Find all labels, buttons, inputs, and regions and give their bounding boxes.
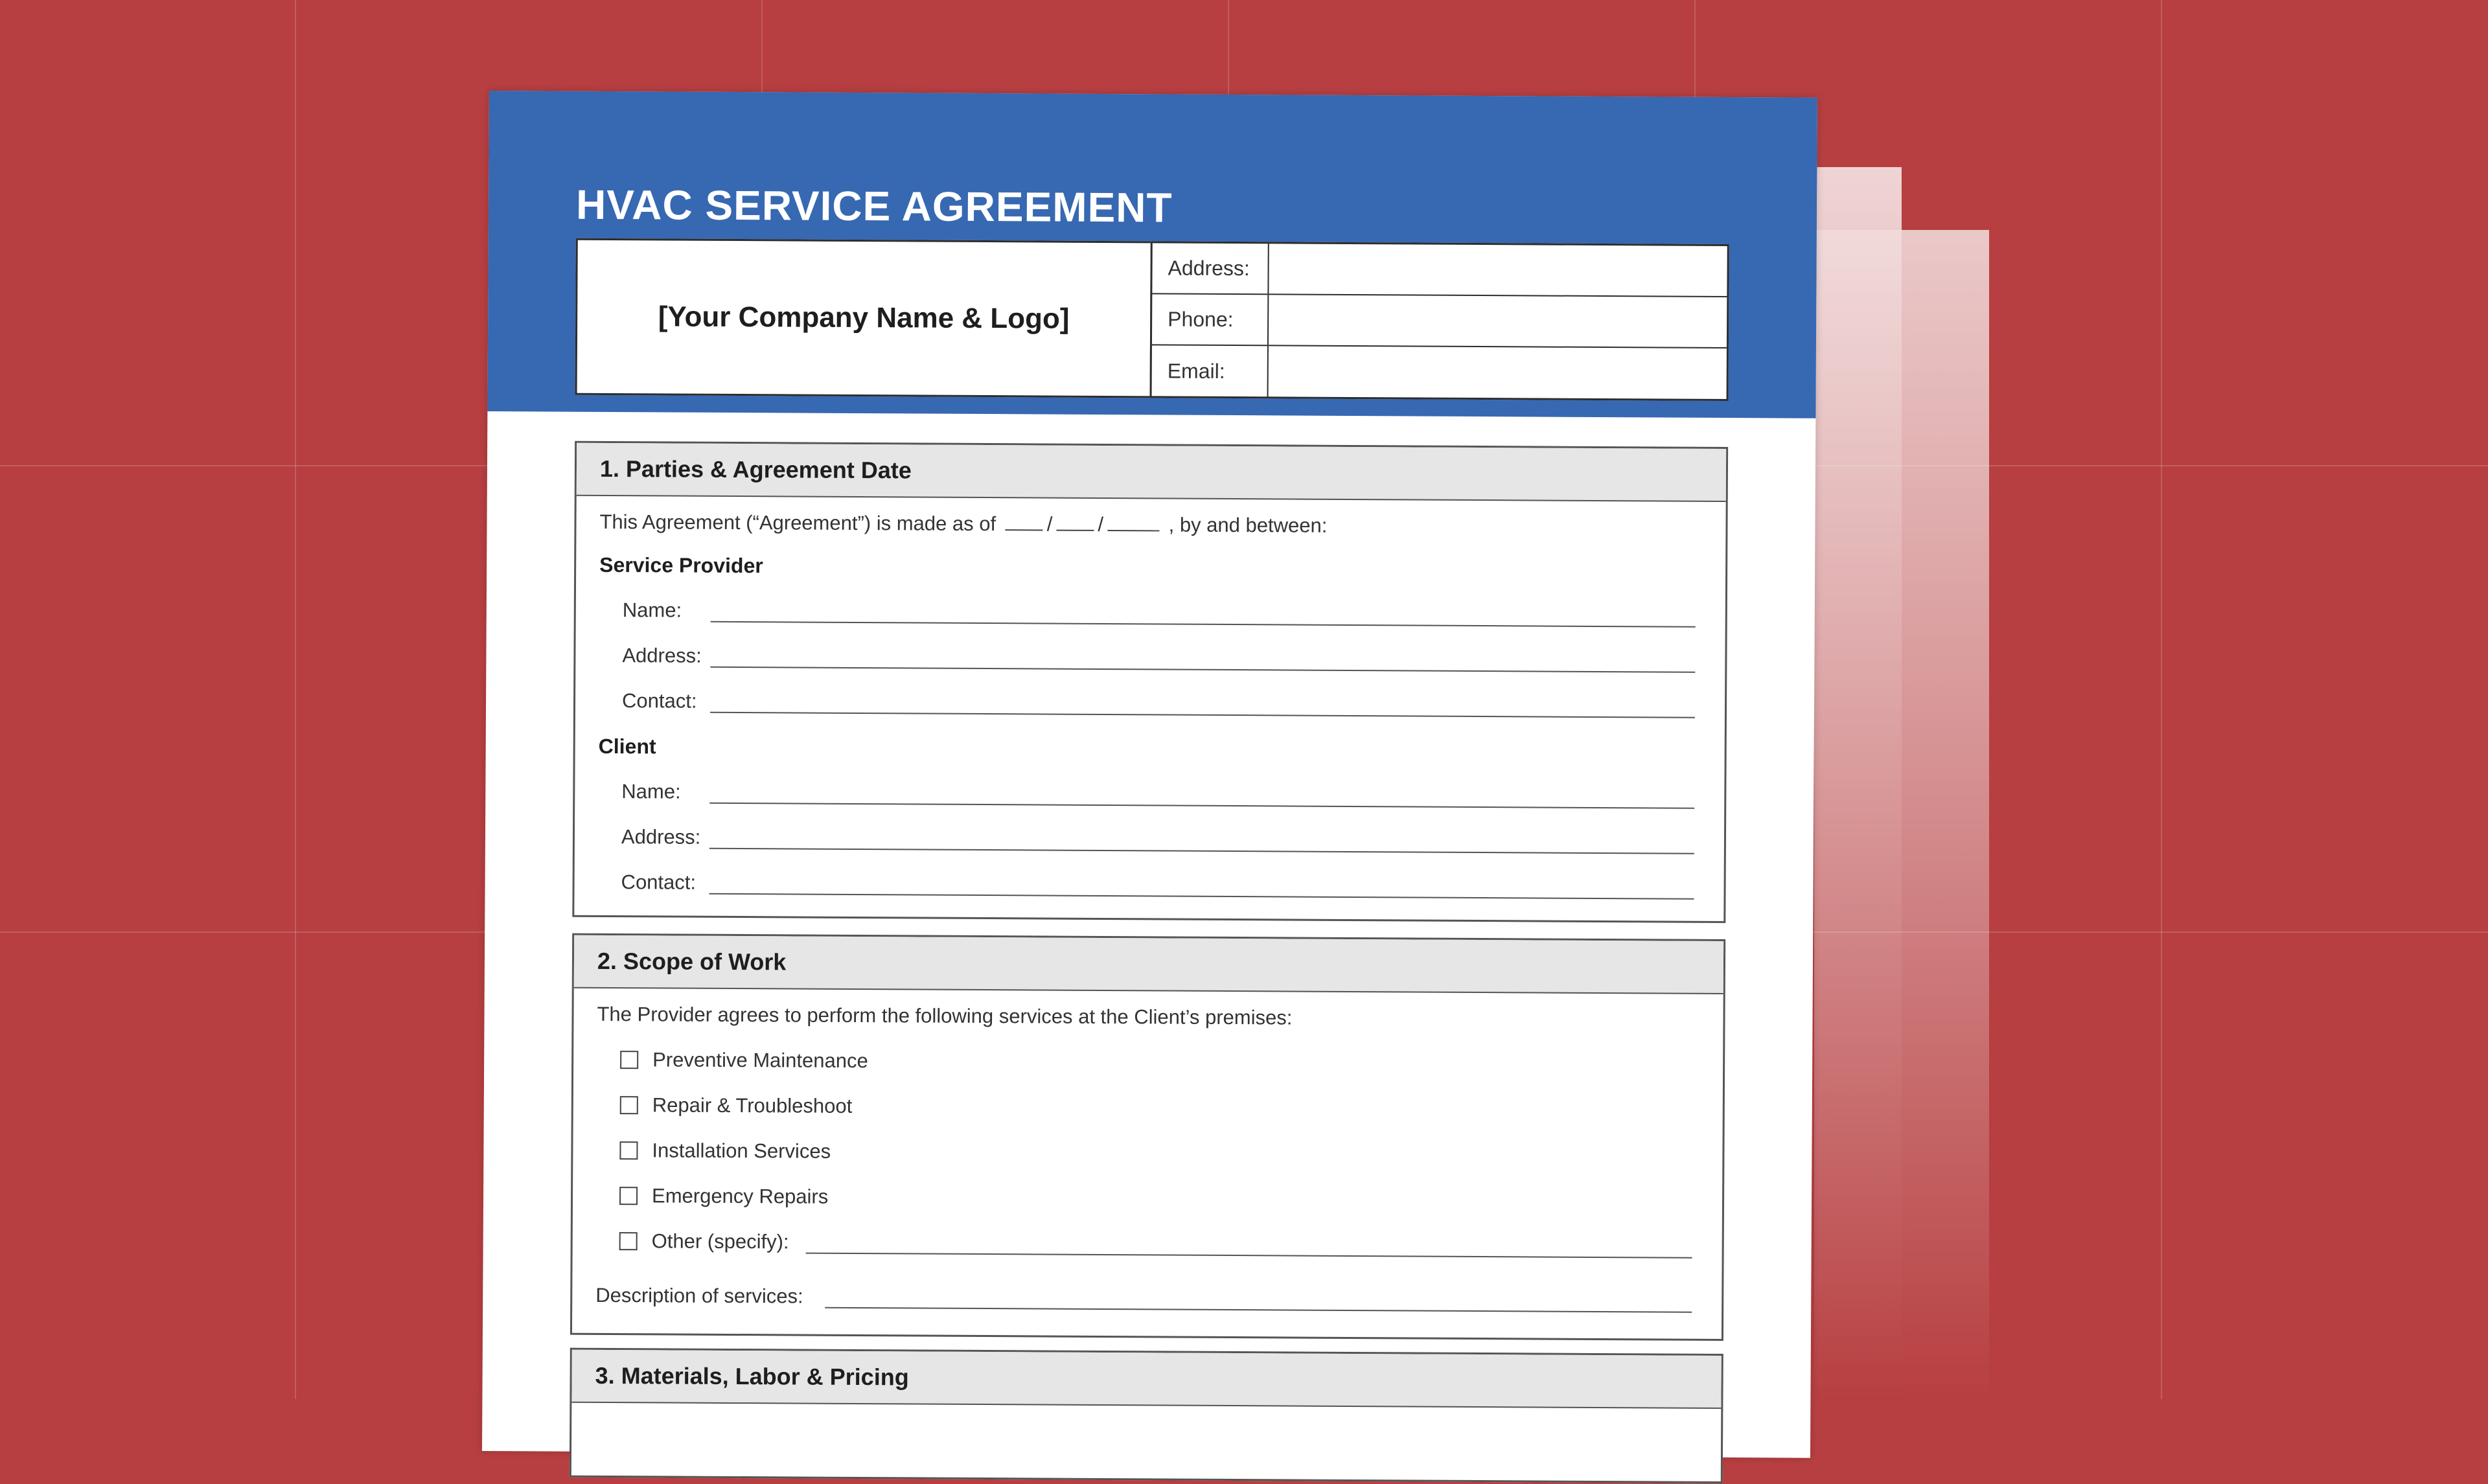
option-label: Preventive Maintenance bbox=[652, 1048, 868, 1073]
section-heading: 1. Parties & Agreement Date bbox=[577, 443, 1726, 502]
address-field[interactable] bbox=[1269, 244, 1727, 296]
section-heading: 3. Materials, Labor & Pricing bbox=[571, 1350, 1721, 1409]
company-placeholder-text: [Your Company Name & Logo] bbox=[658, 301, 1070, 335]
contact-table bbox=[1150, 241, 1729, 401]
description-label: Description of services: bbox=[595, 1283, 803, 1308]
address-label: Address: bbox=[1152, 243, 1269, 293]
date-month-blank[interactable] bbox=[1006, 514, 1043, 531]
contact-row-address bbox=[1152, 243, 1727, 297]
section-pricing bbox=[570, 1348, 1723, 1483]
provider-address-label: Address: bbox=[622, 644, 702, 667]
option-label: Emergency Repairs bbox=[651, 1184, 829, 1208]
email-label: Email: bbox=[1152, 345, 1269, 397]
section-scope bbox=[570, 933, 1725, 1341]
client-name-label: Name: bbox=[621, 780, 681, 803]
provider-contact-label: Contact: bbox=[621, 689, 697, 713]
document-title: HVAC SERVICE AGREEMENT bbox=[575, 181, 1173, 231]
provider-address-line[interactable] bbox=[710, 667, 1695, 673]
contact-row-email bbox=[1152, 345, 1727, 400]
description-line[interactable] bbox=[825, 1307, 1692, 1313]
section-parties bbox=[572, 441, 1728, 923]
client-heading: Client bbox=[598, 734, 656, 759]
provider-name-label: Name: bbox=[622, 599, 682, 622]
phone-field[interactable] bbox=[1269, 295, 1727, 347]
client-contact-label: Contact: bbox=[621, 871, 697, 894]
checkbox-installation-services[interactable] bbox=[619, 1141, 638, 1159]
grid-line bbox=[2161, 0, 2162, 1399]
date-year-blank[interactable] bbox=[1107, 514, 1159, 531]
client-contact-line[interactable] bbox=[709, 893, 1694, 900]
scope-intro: The Provider agrees to perform the following services at the Client’s premises: bbox=[597, 1002, 1293, 1029]
page-header bbox=[487, 91, 1817, 418]
provider-name-line[interactable] bbox=[711, 621, 1696, 628]
checkbox-repair-troubleshoot[interactable] bbox=[620, 1096, 638, 1114]
checkbox-preventive-maintenance[interactable] bbox=[620, 1051, 638, 1069]
option-label: Other (specify): bbox=[651, 1229, 789, 1253]
intro-text-end: , by and between: bbox=[1168, 513, 1328, 537]
client-name-line[interactable] bbox=[709, 803, 1694, 809]
date-separator: / bbox=[1098, 512, 1104, 536]
provider-heading: Service Provider bbox=[599, 553, 763, 578]
email-field[interactable] bbox=[1269, 346, 1727, 400]
option-label: Repair & Troubleshoot bbox=[652, 1093, 853, 1117]
phone-label: Phone: bbox=[1152, 294, 1269, 345]
option-label: Installation Services bbox=[652, 1139, 831, 1163]
client-address-line[interactable] bbox=[709, 848, 1694, 854]
grid-line bbox=[295, 0, 296, 1399]
date-separator: / bbox=[1046, 512, 1053, 536]
company-logo-placeholder bbox=[575, 238, 1153, 398]
provider-contact-line[interactable] bbox=[710, 712, 1695, 718]
contact-row-phone bbox=[1152, 294, 1727, 348]
checkbox-other[interactable] bbox=[619, 1232, 638, 1250]
intro-text: This Agreement (“Agreement”) is made as of bbox=[599, 510, 996, 536]
other-specify-line[interactable] bbox=[806, 1253, 1692, 1259]
checkbox-emergency-repairs[interactable] bbox=[619, 1187, 638, 1205]
client-address-label: Address: bbox=[621, 825, 701, 849]
back-sheet bbox=[1814, 167, 1902, 1399]
agreement-page bbox=[482, 91, 1817, 1458]
agreement-date-line bbox=[599, 510, 1327, 538]
section-heading: 2. Scope of Work bbox=[574, 935, 1723, 994]
date-day-blank[interactable] bbox=[1056, 514, 1094, 531]
back-sheet bbox=[1902, 230, 1989, 1399]
